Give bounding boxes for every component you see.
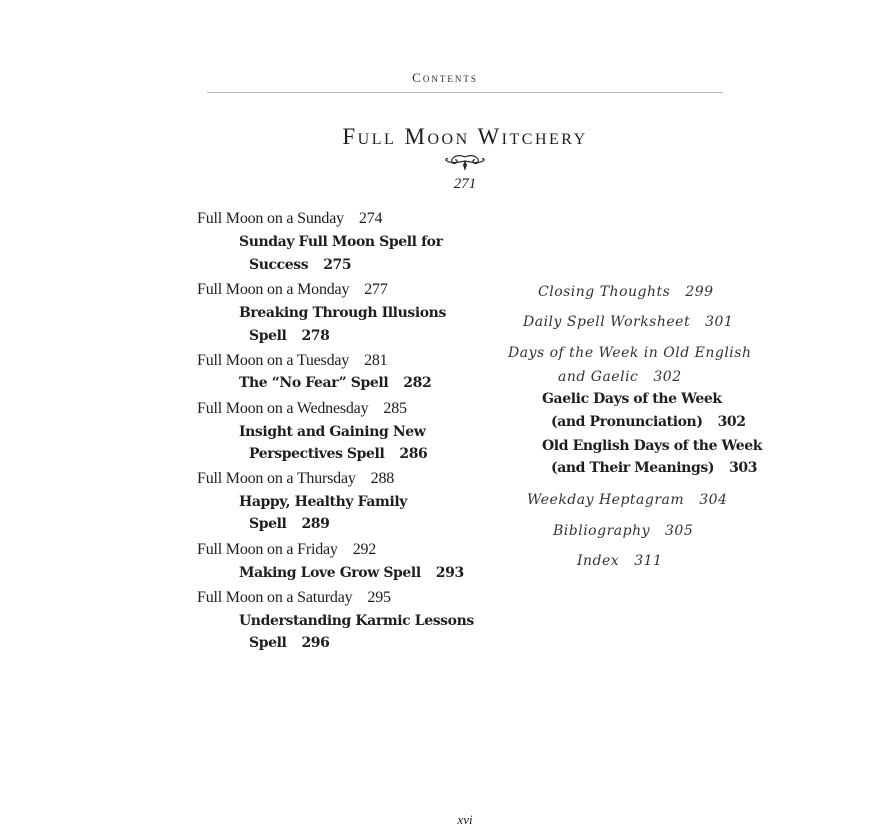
entry-title: Full Moon on a Sunday [197,210,344,227]
toc-entry-saturday[interactable] [197,589,391,607]
entry-title: Full Moon on a Thursday [197,470,356,487]
subentry-title: Gaelic Days of the Week [542,391,722,407]
section-page-number: 271 [453,176,477,192]
toc-entry-friday[interactable] [197,541,376,559]
entry-page: 274 [358,210,383,227]
toc-entry-weekday-heptagram[interactable] [527,492,727,508]
toc-subentry-gaelic-days[interactable] [542,391,722,407]
subentry-title: (and Their Meanings) [551,460,715,476]
toc-entry-daily-spell-worksheet[interactable] [523,314,733,330]
entry-title: Full Moon on a Monday [197,281,350,298]
subentry-title: Perspectives Spell [249,446,385,462]
entry-page: 305 [665,523,694,539]
subentry-title: The “No Fear” Spell [239,375,389,391]
subentry-page: 282 [403,375,432,391]
subentry-title: Insight and Gaining New [239,424,426,440]
entry-page: 302 [653,369,682,385]
entry-title: Full Moon on a Friday [197,541,338,558]
entry-title: Days of the Week in Old English [508,345,752,361]
subentry-title: Happy, Healthy Family [239,494,408,510]
entry-title: Weekday Heptagram [527,492,685,508]
entry-title: Closing Thoughts [538,284,671,300]
toc-entry-sunday[interactable] [197,210,382,228]
toc-entry-days-of-week[interactable] [508,345,751,361]
toc-subentry-sunday-spell[interactable] [239,234,443,250]
entry-page: 295 [367,589,391,606]
page-folio: xvi [457,812,473,827]
section-title: Full Moon Witchery [342,124,588,149]
subentry-title: Breaking Through Illusions [239,305,446,321]
toc-subentry-old-english-days[interactable] [542,438,762,454]
subentry-page: 296 [301,635,330,651]
toc-entry-tuesday[interactable] [197,352,387,370]
entry-title: Full Moon on a Saturday [197,589,353,606]
entry-page: 277 [364,281,388,298]
toc-subentry-sunday-spell-cont[interactable] [249,257,351,273]
subentry-title: Spell [249,328,287,344]
subentry-title: Old English Days of the Week [542,438,763,454]
entry-title: Bibliography [553,523,650,539]
entry-title: and Gaelic [558,369,639,385]
toc-entry-thursday[interactable] [197,470,394,488]
entry-page: 292 [352,541,377,558]
toc-subentry-old-english-days-cont[interactable] [551,460,757,476]
entry-page: 288 [370,470,395,487]
subentry-title: Sunday Full Moon Spell for [239,234,443,250]
subentry-title: Making Love Grow Spell [239,565,421,581]
subentry-title: Understanding Karmic Lessons [239,613,474,629]
subentry-page: 286 [399,446,428,462]
toc-subentry-monday-spell[interactable] [239,305,446,321]
entry-page: 285 [383,400,407,417]
subentry-page: 275 [323,257,352,273]
header-rule [207,92,723,93]
toc-subentry-gaelic-days-cont[interactable] [551,414,746,430]
toc-subentry-thursday-spell-cont[interactable] [249,516,329,532]
subentry-title: Success [249,257,309,273]
subentry-title: Spell [249,516,287,532]
entry-page: 304 [699,492,728,508]
toc-entry-days-of-week-cont[interactable] [558,369,682,385]
toc-entry-bibliography[interactable] [553,523,693,539]
subentry-page: 289 [301,516,330,532]
subentry-page: 278 [301,328,330,344]
entry-page: 281 [364,352,388,369]
toc-entry-monday[interactable] [197,281,388,299]
entry-title: Index [577,553,620,569]
entry-page: 299 [685,284,714,300]
toc-subentry-saturday-spell[interactable] [239,613,474,629]
subentry-page: 302 [717,414,746,430]
subentry-page: 293 [435,565,464,581]
entry-page: 301 [705,314,734,330]
subentry-page: 303 [729,460,758,476]
entry-title: Full Moon on a Tuesday [197,352,350,369]
toc-entry-index[interactable] [577,553,662,569]
running-head: Contents [412,70,478,85]
toc-entry-closing-thoughts[interactable] [538,284,714,300]
flourish-ornament-icon [444,153,486,173]
subentry-title: (and Pronunciation) [551,414,703,430]
toc-subentry-wednesday-spell-cont[interactable] [249,446,427,462]
entry-title: Full Moon on a Wednesday [197,400,369,417]
toc-subentry-tuesday-spell[interactable] [239,375,431,391]
entry-page: 311 [634,553,663,569]
toc-subentry-thursday-spell[interactable] [239,494,407,510]
entry-title: Daily Spell Worksheet [523,314,691,330]
toc-entry-wednesday[interactable] [197,400,407,418]
subentry-title: Spell [249,635,287,651]
toc-subentry-friday-spell[interactable] [239,565,464,581]
toc-subentry-monday-spell-cont[interactable] [249,328,329,344]
toc-subentry-wednesday-spell[interactable] [239,424,425,440]
toc-subentry-saturday-spell-cont[interactable] [249,635,329,651]
